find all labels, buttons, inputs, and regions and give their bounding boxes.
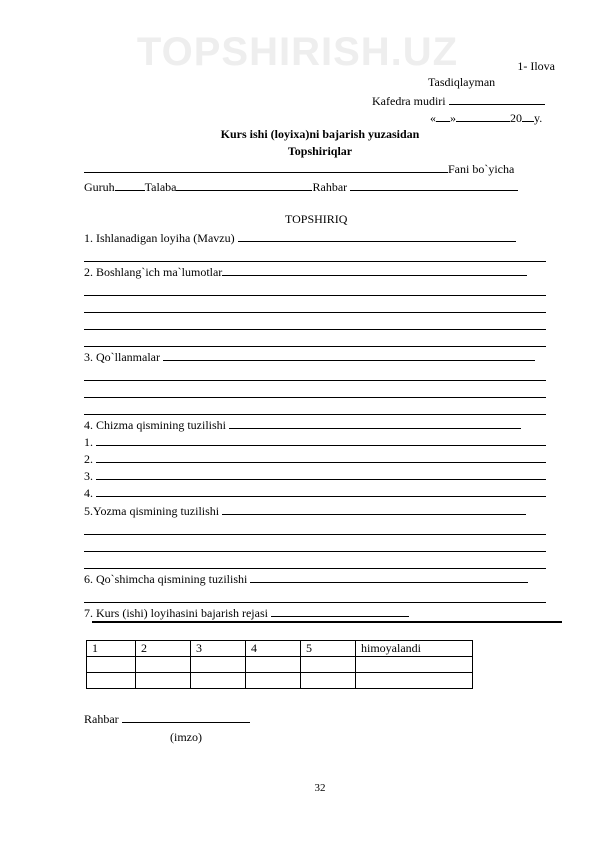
drawing-item-number: 1. xyxy=(84,435,93,449)
drawing-item-blank xyxy=(96,468,546,480)
written-part-line xyxy=(84,503,526,518)
table-header-cell: himoyalandi xyxy=(356,641,473,657)
manuals-blank xyxy=(163,349,535,361)
schedule-table xyxy=(86,640,473,689)
date-close-quote: » xyxy=(450,111,456,125)
drawing-item-number: 4. xyxy=(84,486,93,500)
manuals-line xyxy=(84,349,535,364)
student-blank xyxy=(176,179,312,191)
initial-data-line xyxy=(84,264,527,279)
head-of-dept-line xyxy=(372,93,545,108)
plan-underline xyxy=(92,621,562,623)
drawing-part-label: 4. Chizma qismining tuzilishi xyxy=(84,418,226,432)
blank-line xyxy=(84,568,546,569)
table-cell xyxy=(246,657,301,673)
table-cell xyxy=(136,673,191,689)
subject-label: Fani bo`yicha xyxy=(448,162,515,176)
drawing-item-number: 3. xyxy=(84,469,93,483)
drawing-item-3 xyxy=(84,468,546,483)
document-title: Kurs ishi (loyixa)ni bajarish yuzasidan xyxy=(220,127,420,141)
written-part-label: 5.Yozma qismining tuzilishi xyxy=(84,504,220,518)
table-header-cell: 4 xyxy=(246,641,301,657)
drawing-item-blank xyxy=(96,434,546,446)
date-open-quote: « xyxy=(430,111,436,125)
blank-line xyxy=(84,380,546,381)
blank-line xyxy=(84,414,546,415)
table-header-cell: 2 xyxy=(136,641,191,657)
plan-blank xyxy=(271,605,409,617)
blank-line xyxy=(84,312,546,313)
signature-label: Rahbar xyxy=(84,712,119,726)
blank-line xyxy=(84,551,546,552)
drawing-item-blank xyxy=(96,485,546,497)
table-cell xyxy=(301,657,356,673)
table-header-cell: 1 xyxy=(87,641,136,657)
date-line xyxy=(430,110,542,125)
drawing-part-blank xyxy=(229,417,521,429)
table-header-cell: 5 xyxy=(301,641,356,657)
table-cell xyxy=(87,657,136,673)
topic-blank xyxy=(238,230,516,242)
extra-part-blank xyxy=(250,571,528,583)
page-number: 32 xyxy=(314,782,326,794)
drawing-part-line xyxy=(84,417,521,432)
year-blank xyxy=(522,110,534,122)
written-part-blank xyxy=(222,503,526,515)
group-student-leader-line xyxy=(84,179,518,194)
drawing-item-2 xyxy=(84,451,546,466)
appendix-label: 1- Ilova xyxy=(517,59,555,73)
table-header-row xyxy=(87,641,473,657)
blank-line xyxy=(84,346,546,347)
leader-label: Rahbar xyxy=(312,180,348,194)
extra-part-line xyxy=(84,571,528,586)
signature-blank xyxy=(449,93,545,105)
topic-line xyxy=(84,230,516,245)
day-blank xyxy=(436,110,450,122)
student-label: Talaba xyxy=(144,180,177,194)
drawing-item-1 xyxy=(84,434,546,449)
blank-line xyxy=(84,295,546,296)
group-blank xyxy=(115,179,145,191)
head-of-dept-label: Kafedra mudiri xyxy=(372,94,446,108)
table-row xyxy=(87,657,473,673)
watermark: TOPSHIRISH.UZ xyxy=(136,30,459,74)
table-cell xyxy=(191,673,246,689)
drawing-item-4 xyxy=(84,485,546,500)
initial-data-blank xyxy=(222,264,527,276)
month-blank xyxy=(456,110,510,122)
assignment-heading: TOPSHIRIQ xyxy=(285,212,348,226)
signature-hint: (imzo) xyxy=(170,730,202,744)
approve-label: Tasdiqlayman xyxy=(428,75,496,89)
plan-line xyxy=(84,605,409,620)
signature-blank xyxy=(122,711,250,723)
topic-label: 1. Ishlanadigan loyiha (Mavzu) xyxy=(84,231,235,245)
document-subtitle: Topshiriqlar xyxy=(287,144,353,158)
manuals-label: 3. Qo`llanmalar xyxy=(84,350,160,364)
extra-part-label: 6. Qo`shimcha qismining tuzilishi xyxy=(84,572,248,586)
table-cell xyxy=(356,673,473,689)
group-label: Guruh xyxy=(84,180,115,194)
table-cell xyxy=(301,673,356,689)
table-cell xyxy=(246,673,301,689)
subject-line xyxy=(84,161,514,176)
leader-blank xyxy=(350,179,518,191)
blank-line xyxy=(84,602,546,603)
date-year-suffix: y. xyxy=(534,111,543,125)
date-year-prefix: 20 xyxy=(510,111,522,125)
blank-line xyxy=(84,261,546,262)
table-cell xyxy=(87,673,136,689)
table-header-cell: 3 xyxy=(191,641,246,657)
drawing-item-number: 2. xyxy=(84,452,93,466)
blank-line xyxy=(84,534,546,535)
blank-line xyxy=(84,329,546,330)
drawing-item-blank xyxy=(96,451,546,463)
signature-line xyxy=(84,711,250,726)
table-cell xyxy=(356,657,473,673)
subject-blank xyxy=(84,161,448,173)
table-cell xyxy=(136,657,191,673)
table-row xyxy=(87,673,473,689)
table-cell xyxy=(191,657,246,673)
initial-data-label: 2. Boshlang`ich ma`lumotlar xyxy=(84,265,223,279)
plan-label: 7. Kurs (ishi) loyihasini bajarish rejasi xyxy=(84,606,268,620)
blank-line xyxy=(84,397,546,398)
